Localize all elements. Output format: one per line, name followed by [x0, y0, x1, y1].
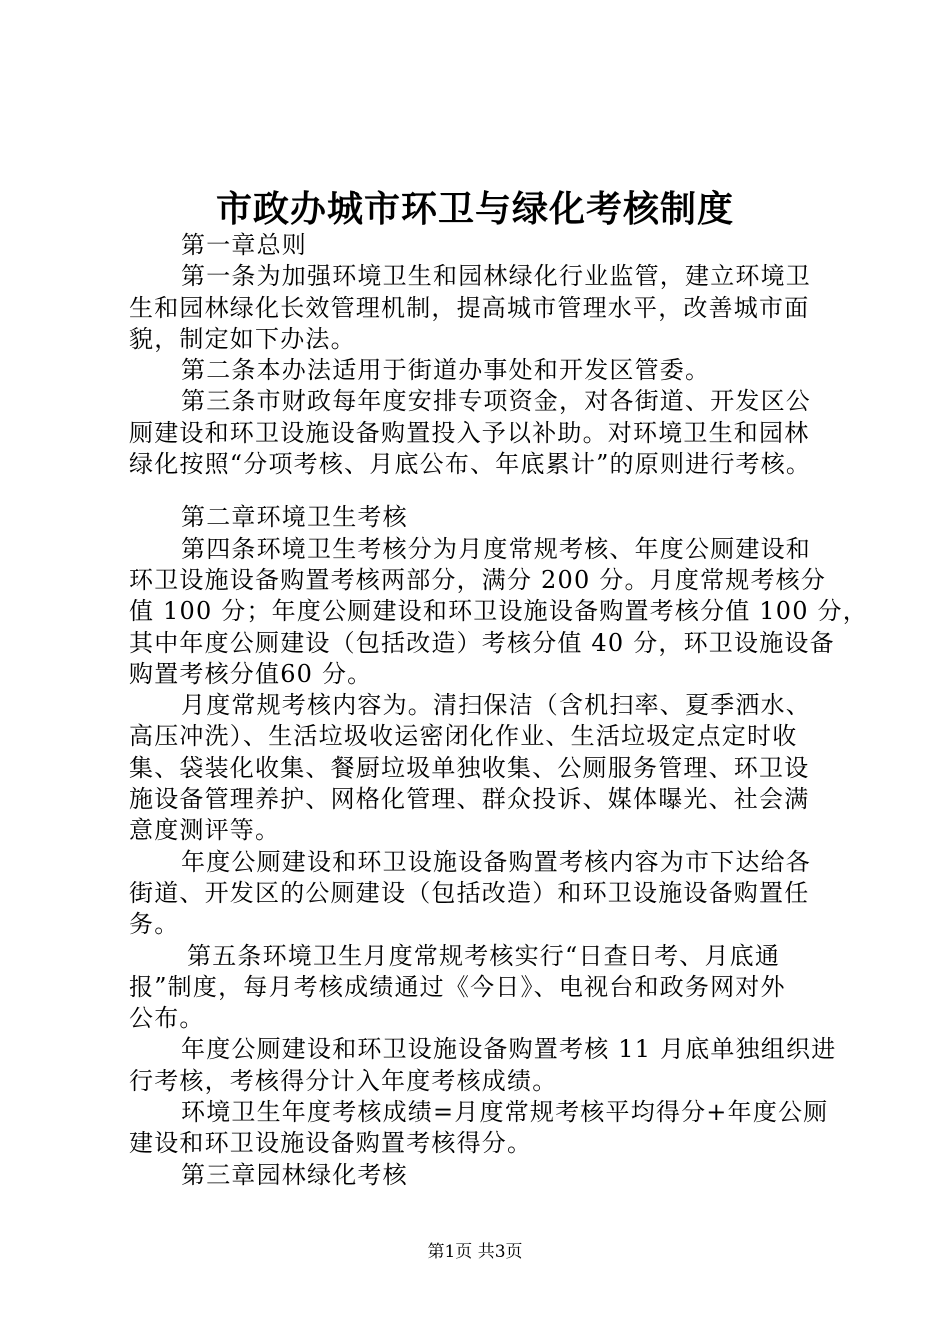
- chapter-heading: 第二章环境卫生考核: [181, 503, 408, 532]
- paragraph-line: 其中年度公厕建设（包括改造）考核分值 40 分，环卫设施设备: [129, 628, 835, 657]
- paragraph-line: 第四条环境卫生考核分为月度常规考核、年度公厕建设和: [181, 534, 811, 563]
- paragraph-line: 厕建设和环卫设施设备购置投入予以补助。对环境卫生和园林: [129, 418, 810, 447]
- paragraph-gap: [129, 480, 849, 502]
- paragraph-line: 环卫设施设备购置考核两部分，满分 200 分。月度常规考核分: [129, 565, 827, 594]
- paragraph-line: 报”制度，每月考核成绩通过《今日》、电视台和政务网对外: [129, 972, 786, 1001]
- chapter-heading: 第三章园林绿化考核: [181, 1160, 408, 1189]
- chapter-heading: 第一章总则: [181, 231, 307, 259]
- paragraph-line: 第二条本办法适用于街道办事处和开发区管委。: [181, 356, 711, 385]
- paragraph-line: 年度公厕建设和环卫设施设备购置考核 11 月底单独组织进: [181, 1035, 837, 1064]
- paragraph-line: 值 100 分；年度公厕建设和环卫设施设备购置考核分值 100 分，: [129, 597, 868, 626]
- page-number: 第1页 共3页: [427, 1242, 523, 1262]
- paragraph-line: 建设和环卫设施设备购置考核得分。: [129, 1129, 533, 1158]
- paragraph-line: 公布。: [129, 1004, 205, 1033]
- paragraph-line: 高压冲洗）、生活垃圾收运密闭化作业、生活垃圾定点定时收: [129, 722, 798, 751]
- paragraph-line: 第三条市财政每年度安排专项资金，对各街道、开发区公: [181, 387, 811, 416]
- paragraph-line: 绿化按照“分项考核、月底公布、年底累计”的原则进行考核。: [129, 450, 812, 479]
- document-body: [129, 230, 868, 1191]
- paragraph-line: 生和园林绿化长效管理机制，提高城市管理水平，改善城市面: [129, 293, 810, 322]
- paragraph-line: 务。: [129, 910, 180, 939]
- paragraph-line: 施设备管理养护、网格化管理、群众投诉、媒体曝光、社会满: [129, 785, 810, 814]
- paragraph-line: 行考核，考核得分计入年度考核成绩。: [129, 1066, 558, 1095]
- paragraph-line: 购置考核分值60 分。: [129, 659, 373, 688]
- paragraph-line: 月度常规考核内容为。清扫保洁（含机扫率、夏季洒水、: [181, 691, 811, 720]
- paragraph-line: 集、袋装化收集、餐厨垃圾单独收集、公厕服务管理、环卫设: [129, 753, 810, 782]
- paragraph-line: 环境卫生年度考核成绩=月度常规考核平均得分+年度公厕: [181, 1098, 829, 1127]
- paragraph-line: 第五条环境卫生月度常规考核实行“日查日考、月底通: [187, 941, 781, 970]
- paragraph-line: 街道、开发区的公厕建设（包括改造）和环卫设施设备购置任: [129, 878, 810, 907]
- document-title: 市政办城市环卫与绿化考核制度: [215, 188, 734, 230]
- paragraph-line: 第一条为加强环境卫生和园林绿化行业监管，建立环境卫: [181, 262, 811, 291]
- paragraph-line: 意度测评等。: [129, 816, 281, 845]
- paragraph-line: 貌，制定如下办法。: [129, 324, 356, 353]
- paragraph-line: 年度公厕建设和环卫设施设备购置考核内容为市下达给各: [181, 847, 811, 876]
